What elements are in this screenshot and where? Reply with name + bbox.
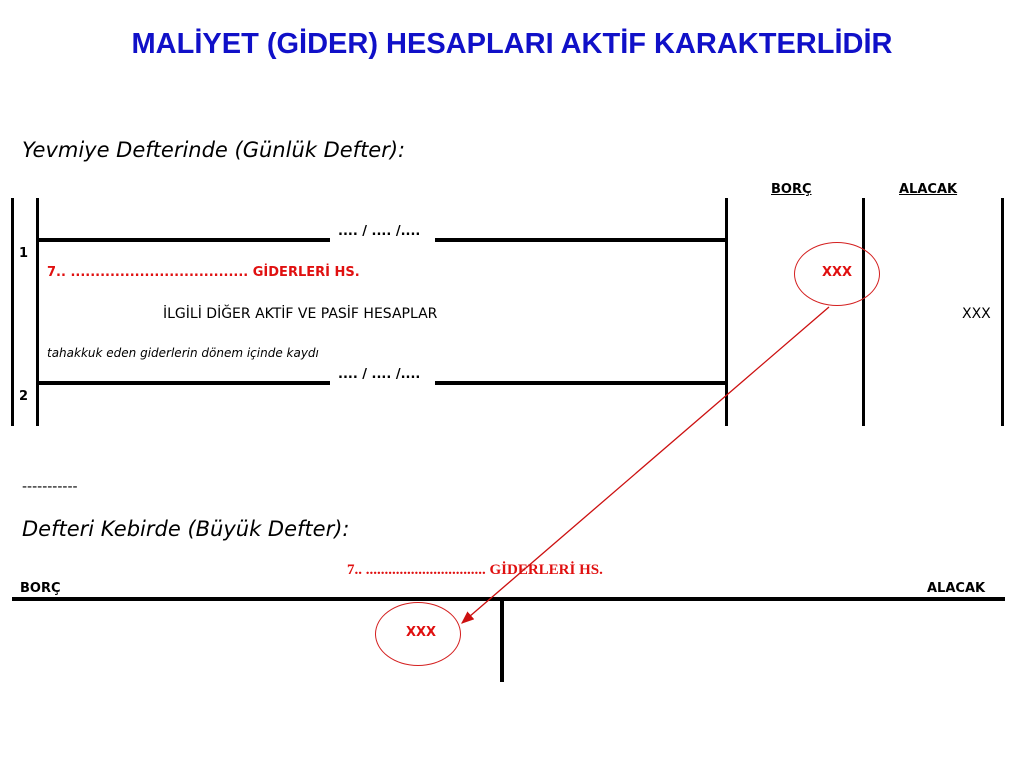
journal-debit-amount: XXX bbox=[822, 265, 853, 280]
ledger-borc-label: BORÇ bbox=[20, 581, 61, 596]
ledger-heading: Defteri Kebirde (Büyük Defter): bbox=[22, 517, 350, 541]
journal-debit-account: 7.. .................................... GİDERLERİ HS. bbox=[47, 265, 360, 280]
section-separator: ----------- bbox=[22, 479, 78, 495]
journal-alacak-label: ALACAK bbox=[899, 182, 958, 197]
ledger-account-title: 7.. ................................ GİDERLERİ HS. bbox=[347, 562, 603, 578]
journal-row-number-1: 1 bbox=[19, 246, 29, 261]
journal-credit-amount: XXX bbox=[962, 306, 991, 322]
page-title: MALİYET (GİDER) HESAPLARI AKTİF KARAKTERLİDİR bbox=[131, 28, 893, 60]
journal-heading: Yevmiye Defterinde (Günlük Defter): bbox=[22, 138, 406, 162]
journal-date-top: .... / .... /.... bbox=[338, 224, 421, 239]
journal-description: tahakkuk eden giderlerin dönem içinde kaydı bbox=[47, 346, 319, 360]
journal-borc-label: BORÇ bbox=[771, 182, 812, 197]
ledger-debit-amount: XXX bbox=[406, 625, 437, 640]
journal-row-number-2: 2 bbox=[19, 389, 29, 404]
journal-credit-account: İLGİLİ DİĞER AKTİF VE PASİF HESAPLAR bbox=[163, 306, 438, 322]
journal-date-bottom: .... / .... /.... bbox=[338, 367, 421, 382]
ledger-alacak-label: ALACAK bbox=[927, 581, 986, 596]
